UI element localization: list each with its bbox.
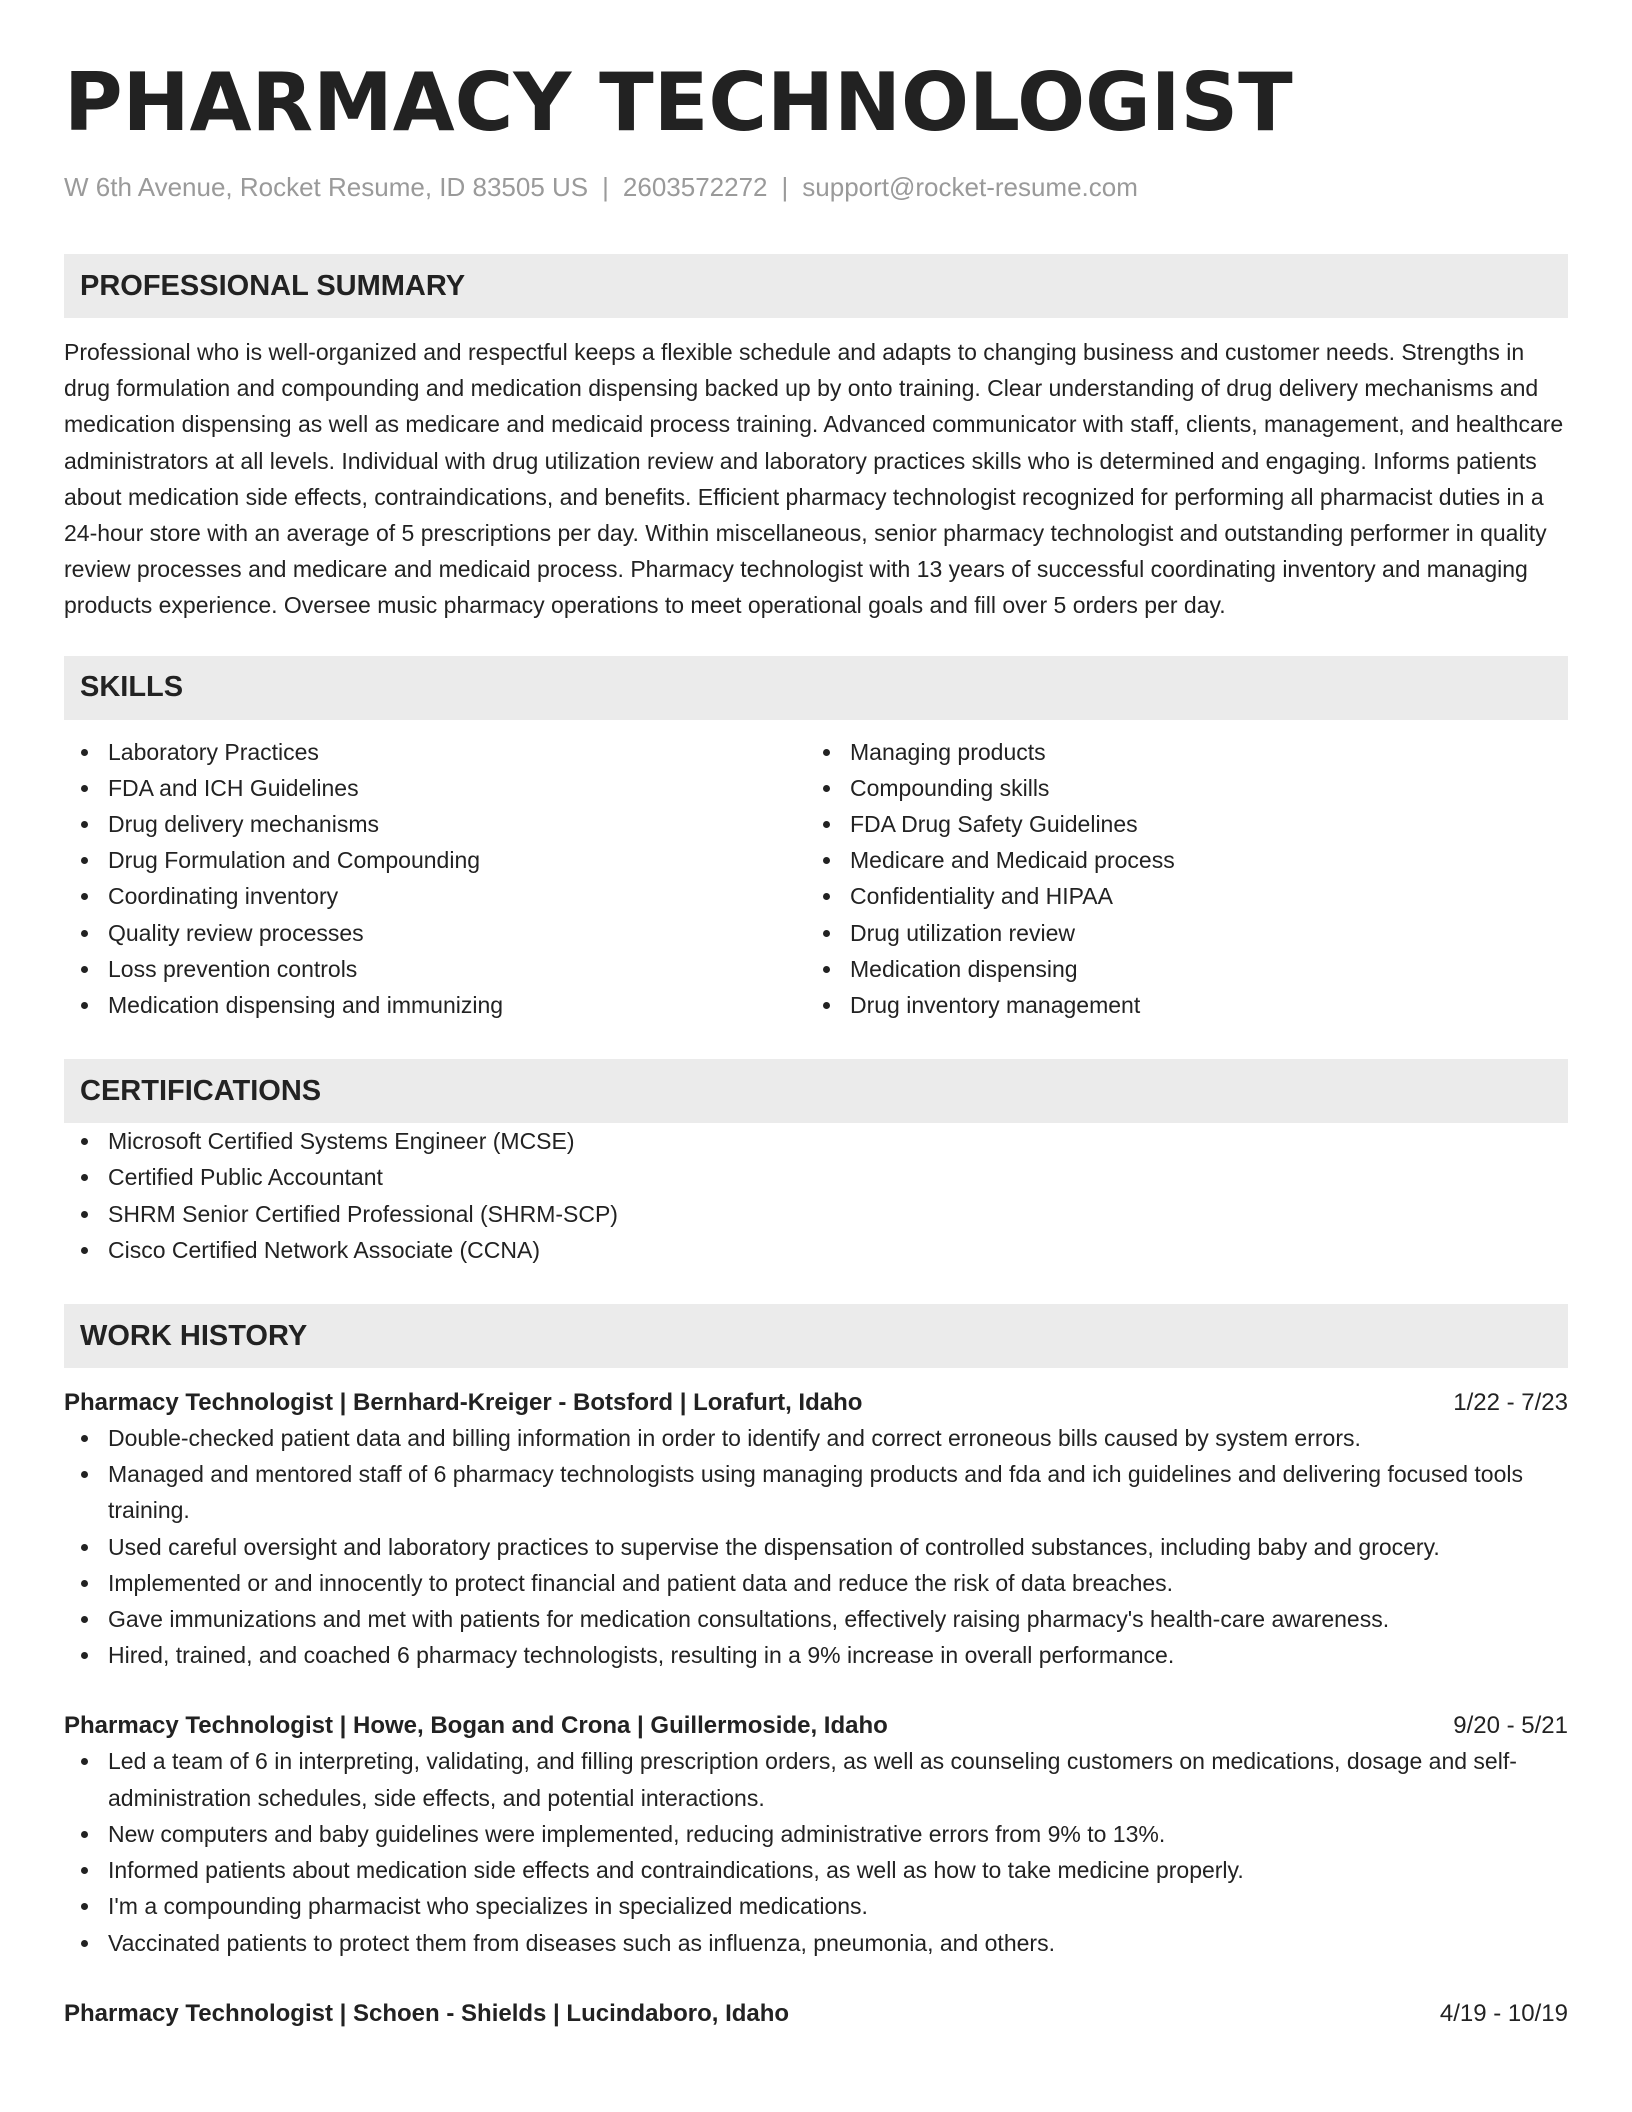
certification-item: Cisco Certified Network Associate (CCNA) [64,1232,1568,1268]
summary-text: Professional who is well-organized and respectful keeps a flexible schedule and adapts to changing business and customer needs. Strengths in drug formulation and compounding and medication dispensing backed up by onto training. Clear understanding of drug delivery mechanisms and medication dispensing as well as medicare and medicaid process training. Advanced communicator with staff, clients, management, and healthcare administrators at all levels. Individual with drug utilization review and laboratory practices skills who is determined and engaging. Informs patients about medication side effects, contraindications, and benefits. Efficient pharmacy technologist recognized for performing all pharmacist duties in a 24-hour store with an average of 5 prescriptions per day. Within miscellaneous, senior pharmacy technologist and outstanding performer in quality review processes and medicare and medicaid process. Pharmacy technologist with 13 years of successful coordinating inventory and managing products experience. Oversee music pharmacy operations to meet operational goals and fill over 5 orders per day. [64,339,1564,619]
job-header [64,1997,1568,2031]
skill-item: Medication dispensing [806,951,1548,987]
job-dates: 4/19 - 10/19 [1439,1999,1568,2027]
skill-item: Loss prevention controls [64,951,806,987]
contact-separator: | [781,172,789,202]
skill-item: Compounding skills [806,770,1548,806]
job-bullets [64,1420,1568,1673]
job-title: Pharmacy Technologist | Bernhard-Kreiger - Botsford | Lorafurt, Idaho [64,1389,863,1417]
job-entry [64,1997,1568,2031]
job-title: Pharmacy Technologist | Howe, Bogan and Crona | Guillermoside, Idaho [64,1712,888,1740]
skill-item: Quality review processes [64,915,806,951]
job-header [64,1386,1568,1420]
job-title: Pharmacy Technologist | Schoen - Shields | Lucindaboro, Idaho [64,1999,790,2027]
section-heading-summary: PROFESSIONAL SUMMARY [64,254,1568,318]
job-bullet: Managed and mentored staff of 6 pharmacy technologists using managing products and fda and ich guidelines and delivering focused tools training. [64,1456,1568,1528]
certifications-list [64,1123,1568,1268]
job-dates: 9/20 - 5/21 [1453,1712,1568,1740]
job-bullet: Informed patients about medication side effects and contraindications, as well as how to take medicine properly. [64,1852,1568,1888]
job-header [64,1709,1568,1743]
contact-email: support@rocket-resume.com [802,172,1138,202]
skill-item: Managing products [806,734,1548,770]
section-heading-skills: SKILLS [64,656,1568,720]
skills-column-left [64,734,806,1024]
skill-item: Confidentiality and HIPAA [806,878,1548,914]
certification-item: SHRM Senior Certified Professional (SHRM-SCP) [64,1196,1568,1232]
skill-item: Medicare and Medicaid process [806,842,1548,878]
skill-item: Drug utilization review [806,915,1548,951]
skill-item: Coordinating inventory [64,878,806,914]
skill-item: FDA Drug Safety Guidelines [806,806,1548,842]
contact-address: W 6th Avenue, Rocket Resume, ID 83505 US [64,172,589,202]
job-bullet: Gave immunizations and met with patients for medication consultations, effectively raising pharmacy's health-care awareness. [64,1601,1568,1637]
job-bullet: Led a team of 6 in interpreting, validating, and filling prescription orders, as well as counseling customers on medications, dosage and self-administration schedules, side effects, and potential interactions. [64,1743,1568,1815]
certification-item: Certified Public Accountant [64,1159,1568,1195]
skill-item: Drug delivery mechanisms [64,806,806,842]
skill-item: Laboratory Practices [64,734,806,770]
job-entry [64,1709,1568,1960]
job-bullet: Vaccinated patients to protect them from diseases such as influenza, pneumonia, and others. [64,1925,1568,1961]
job-bullet: Double-checked patient data and billing information in order to identify and correct erroneous bills caused by system errors. [64,1420,1568,1456]
certification-item: Microsoft Certified Systems Engineer (MCSE) [64,1123,1568,1159]
job-bullets [64,1743,1568,1960]
skill-item: Drug Formulation and Compounding [64,842,806,878]
section-heading-work-history: WORK HISTORY [64,1304,1568,1368]
contact-separator: | [602,172,609,202]
job-bullet: Hired, trained, and coached 6 pharmacy technologists, resulting in a 9% increase in overall performance. [64,1637,1568,1673]
job-bullet: Implemented or and innocently to protect financial and patient data and reduce the risk of data breaches. [64,1565,1568,1601]
job-bullet: Used careful oversight and laboratory practices to supervise the dispensation of controlled substances, including baby and grocery. [64,1529,1568,1565]
skills-grid [64,734,1568,1024]
skill-item: Drug inventory management [806,987,1548,1023]
job-bullet: I'm a compounding pharmacist who specializes in specialized medications. [64,1888,1568,1924]
skills-column-right [806,734,1548,1024]
section-heading-certifications: CERTIFICATIONS [64,1059,1568,1123]
skill-item: FDA and ICH Guidelines [64,770,806,806]
skill-item: Medication dispensing and immunizing [64,987,806,1023]
resume-name: PHARMACY TECHNOLOGIST [64,56,1293,149]
job-bullet: New computers and baby guidelines were implemented, reducing administrative errors from 9% to 13%. [64,1816,1568,1852]
contact-line [64,170,1568,204]
contact-phone: 2603572272 [622,172,768,202]
job-dates: 1/22 - 7/23 [1453,1389,1568,1417]
job-entry [64,1386,1568,1673]
